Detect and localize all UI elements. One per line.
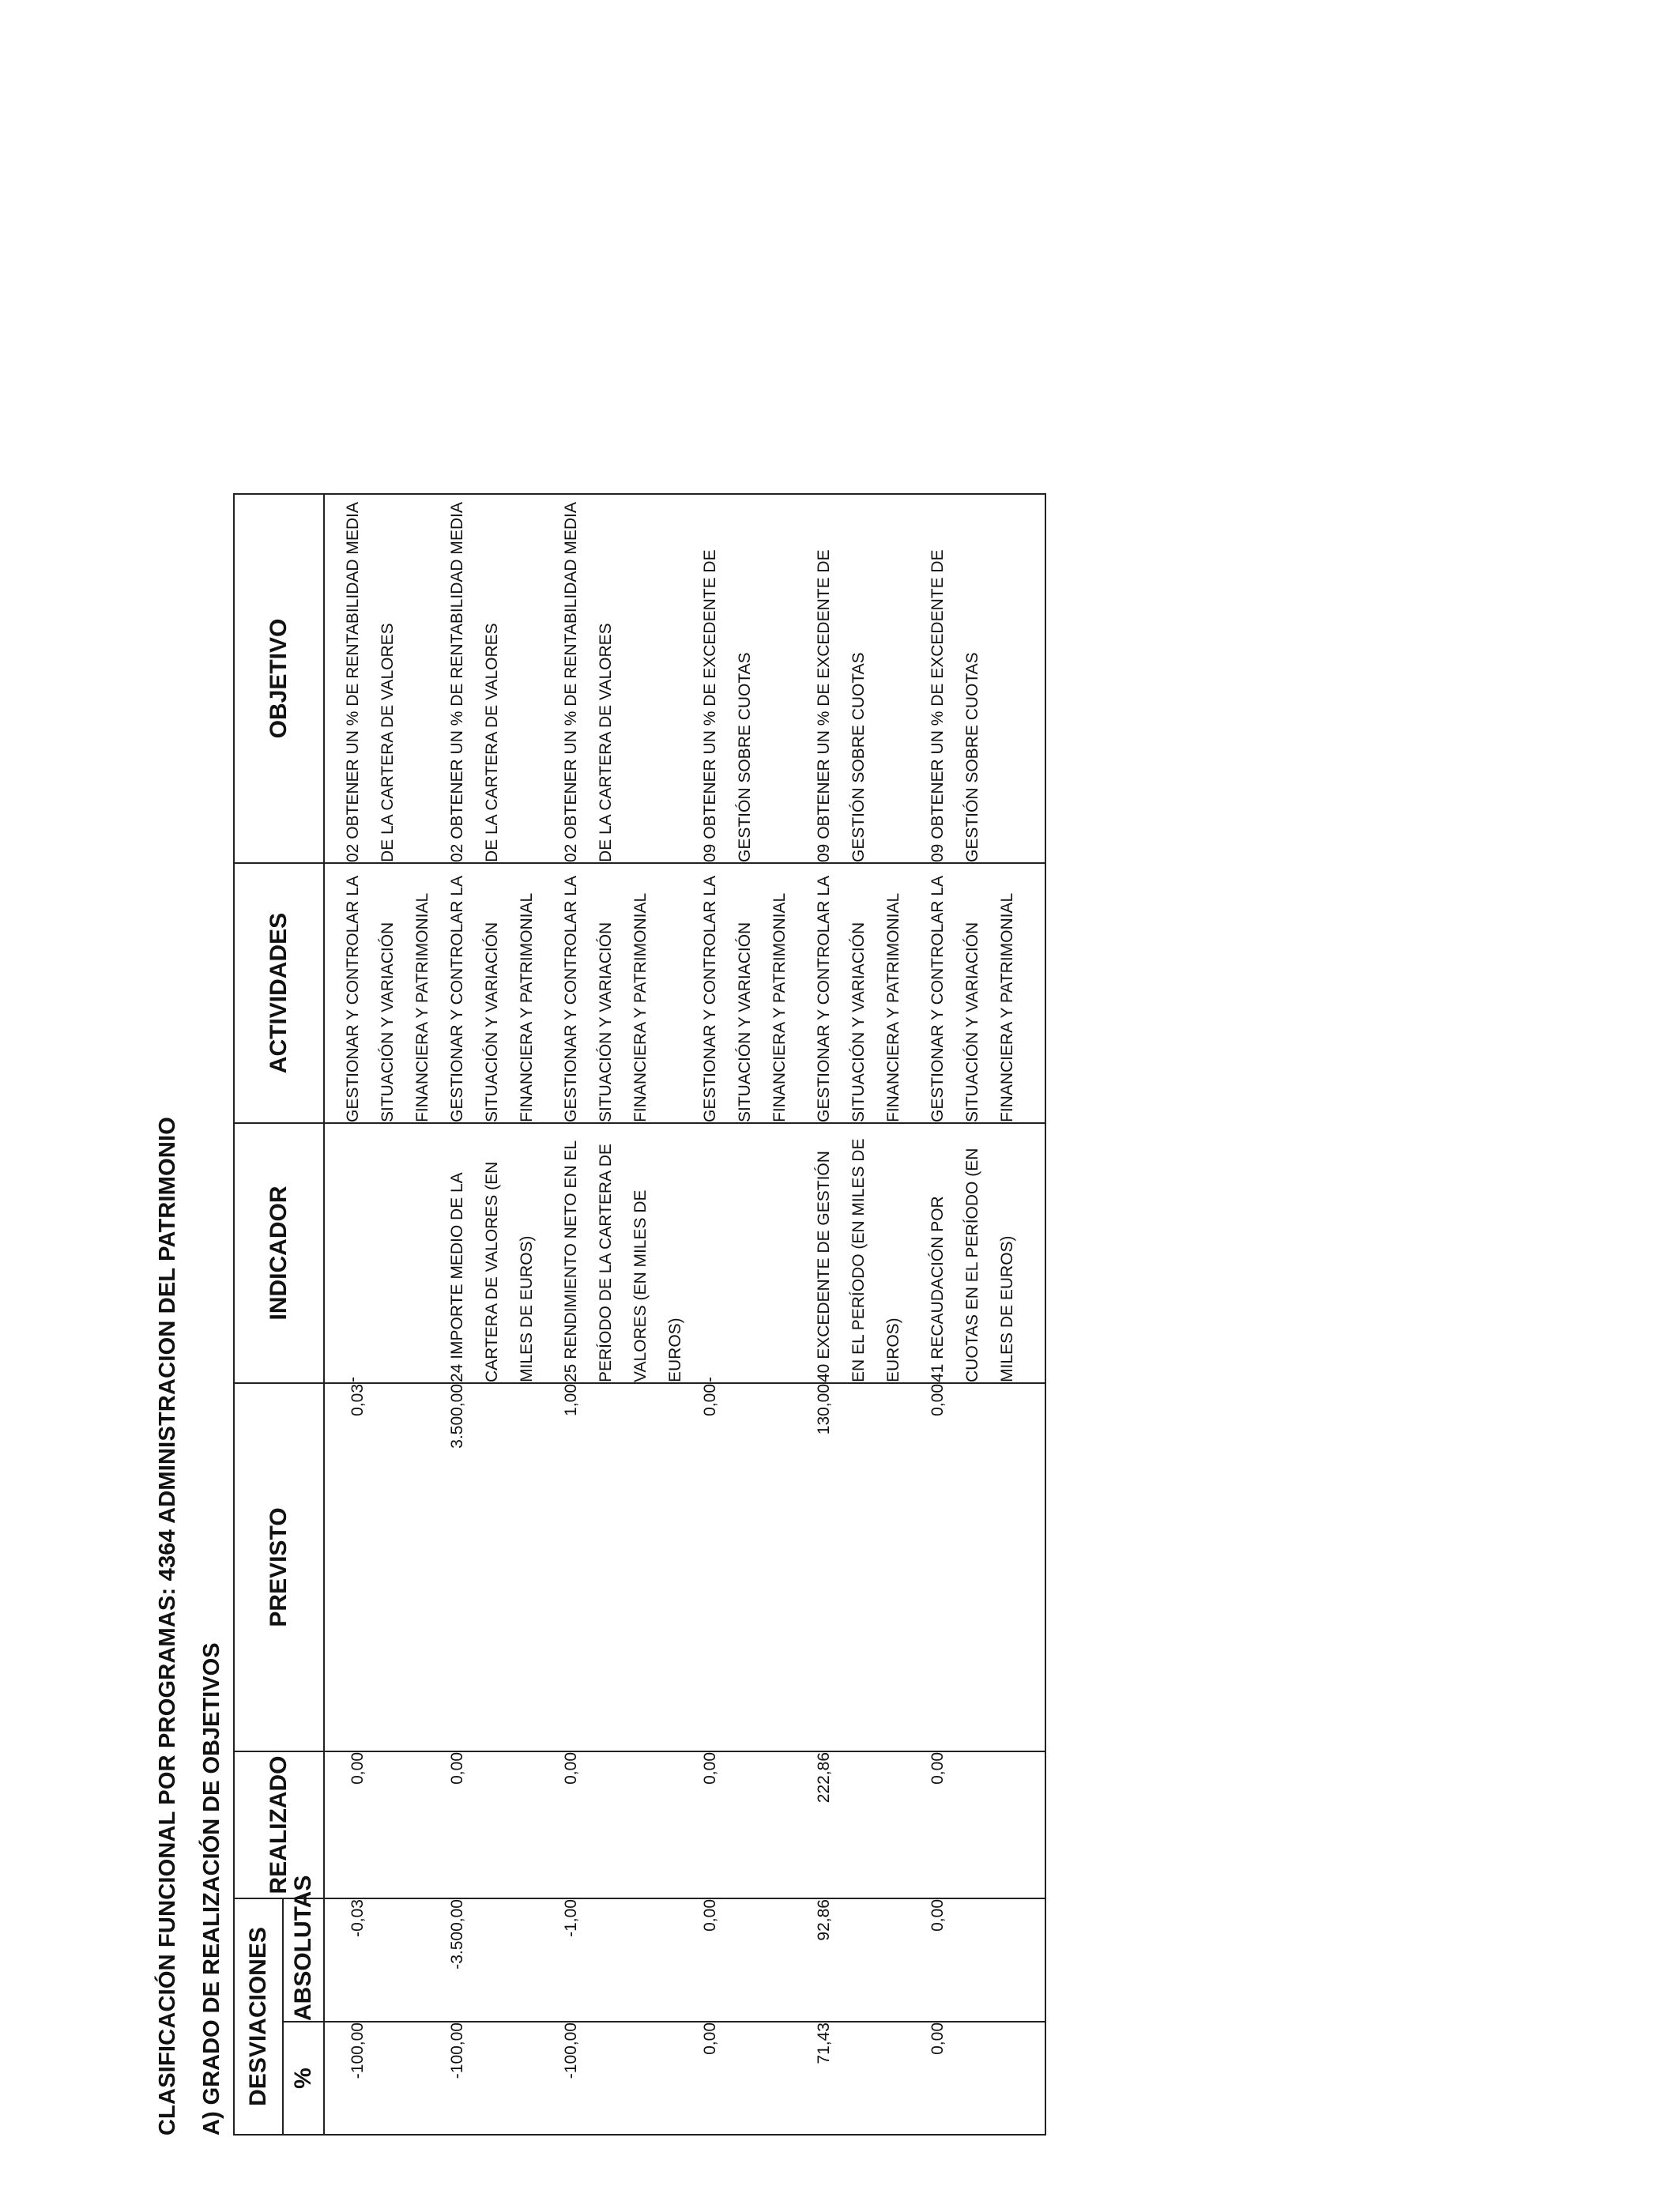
cell-absolutas: -3.500,00 <box>440 1898 554 2022</box>
cell-porcentaje: 71,43 <box>807 2022 921 2135</box>
cell-actividades: GESTIONAR Y CONTROLAR LA SITUACIÓN Y VARIACIÓN FINANCIERA Y PATRIMONIAL <box>554 863 693 1123</box>
section-subtitle: A) GRADO DE REALIZACIÓN DE OBJETIVOS <box>199 1642 224 2136</box>
cell-indicador: 25 RENDIMIENTO NETO EN EL PERÍODO DE LA CARTERA DE VALORES (EN MILES DE EUROS) <box>554 1123 693 1383</box>
table-row <box>554 7 693 2135</box>
table-row <box>693 7 807 2135</box>
header-actividades: ACTIVIDADES <box>234 863 324 1123</box>
cell-objetivo: 09 OBTENER UN % DE EXCEDENTE DE GESTIÓN SOBRE CUOTAS <box>921 494 1045 863</box>
cell-porcentaje: 0,00 <box>693 2022 807 2135</box>
table-row <box>440 7 554 2135</box>
cell-porcentaje: -100,00 <box>440 2022 554 2135</box>
cell-previsto: 0,00 <box>693 1383 807 1751</box>
header-objetivo: OBJETIVO <box>234 494 324 863</box>
objectives-table <box>233 6 1046 2136</box>
cell-porcentaje: 0,00 <box>921 2022 1045 2135</box>
page-title: CLASIFICACIÓN FUNCIONAL POR PROGRAMAS: 4364 ADMINISTRACION DEL PATRIMONIO <box>155 1116 180 2136</box>
cell-actividades: GESTIONAR Y CONTROLAR LA SITUACIÓN Y VARIACIÓN FINANCIERA Y PATRIMONIAL <box>324 863 440 1123</box>
cell-indicador: 40 EXCEDENTE DE GESTIÓN EN EL PERÍODO (EN MILES DE EUROS) <box>807 1123 921 1383</box>
header-indicador: INDICADOR <box>234 1123 324 1383</box>
cell-objetivo: 09 OBTENER UN % DE EXCEDENTE DE GESTIÓN SOBRE CUOTAS <box>807 494 921 863</box>
cell-objetivo: 02 OBTENER UN % DE RENTABILIDAD MEDIA DE LA CARTERA DE VALORES <box>324 494 440 863</box>
cell-absolutas: 0,00 <box>921 1898 1045 2022</box>
cell-realizado: 0,00 <box>324 1751 440 1898</box>
cell-previsto: 0,00 <box>921 1383 1045 1751</box>
cell-realizado: 0,00 <box>693 1751 807 1898</box>
cell-actividades: GESTIONAR Y CONTROLAR LA SITUACIÓN Y VARIACIÓN FINANCIERA Y PATRIMONIAL <box>807 863 921 1123</box>
cell-previsto: 0,03 <box>324 1383 440 1751</box>
header-absolutas: ABSOLUTAS <box>283 1898 324 2022</box>
cell-realizado: 0,00 <box>921 1751 1045 1898</box>
table-row <box>324 7 440 2135</box>
cell-indicador: - <box>693 1123 807 1383</box>
cell-actividades: GESTIONAR Y CONTROLAR LA SITUACIÓN Y VARIACIÓN FINANCIERA Y PATRIMONIAL <box>693 863 807 1123</box>
cell-porcentaje: -100,00 <box>324 2022 440 2135</box>
cell-absolutas: 0,00 <box>693 1898 807 2022</box>
cell-realizado: 0,00 <box>554 1751 693 1898</box>
cell-previsto: 1,00 <box>554 1383 693 1751</box>
cell-indicador: - <box>324 1123 440 1383</box>
cell-realizado: 222,86 <box>807 1751 921 1898</box>
header-previsto: PREVISTO <box>234 1383 324 1751</box>
cell-actividades: GESTIONAR Y CONTROLAR LA SITUACIÓN Y VARIACIÓN FINANCIERA Y PATRIMONIAL <box>440 863 554 1123</box>
header-desviaciones: DESVIACIONES <box>234 1898 283 2135</box>
cell-previsto: 130,00 <box>807 1383 921 1751</box>
cell-absolutas: 92,86 <box>807 1898 921 2022</box>
header-realizado: REALIZADO <box>234 1751 324 1898</box>
cell-absolutas: -1,00 <box>554 1898 693 2022</box>
cell-actividades: GESTIONAR Y CONTROLAR LA SITUACIÓN Y VARIACIÓN FINANCIERA Y PATRIMONIAL <box>921 863 1045 1123</box>
cell-objetivo: 09 OBTENER UN % DE EXCEDENTE DE GESTIÓN SOBRE CUOTAS <box>693 494 807 863</box>
cell-absolutas: -0,03 <box>324 1898 440 2022</box>
header-porcentaje: % <box>283 2022 324 2135</box>
cell-porcentaje: -100,00 <box>554 2022 693 2135</box>
cell-previsto: 3.500,00 <box>440 1383 554 1751</box>
cell-indicador: 24 IMPORTE MEDIO DE LA CARTERA DE VALORES (EN MILES DE EUROS) <box>440 1123 554 1383</box>
cell-objetivo: 02 OBTENER UN % DE RENTABILIDAD MEDIA DE LA CARTERA DE VALORES <box>440 494 554 863</box>
cell-indicador: 41 RECAUDACIÓN POR CUOTAS EN EL PERÍODO (EN MILES DE EUROS) <box>921 1123 1045 1383</box>
table-row <box>921 7 1045 2135</box>
table-row <box>807 7 921 2135</box>
cell-realizado: 0,00 <box>440 1751 554 1898</box>
cell-objetivo: 02 OBTENER UN % DE RENTABILIDAD MEDIA DE LA CARTERA DE VALORES <box>554 494 693 863</box>
